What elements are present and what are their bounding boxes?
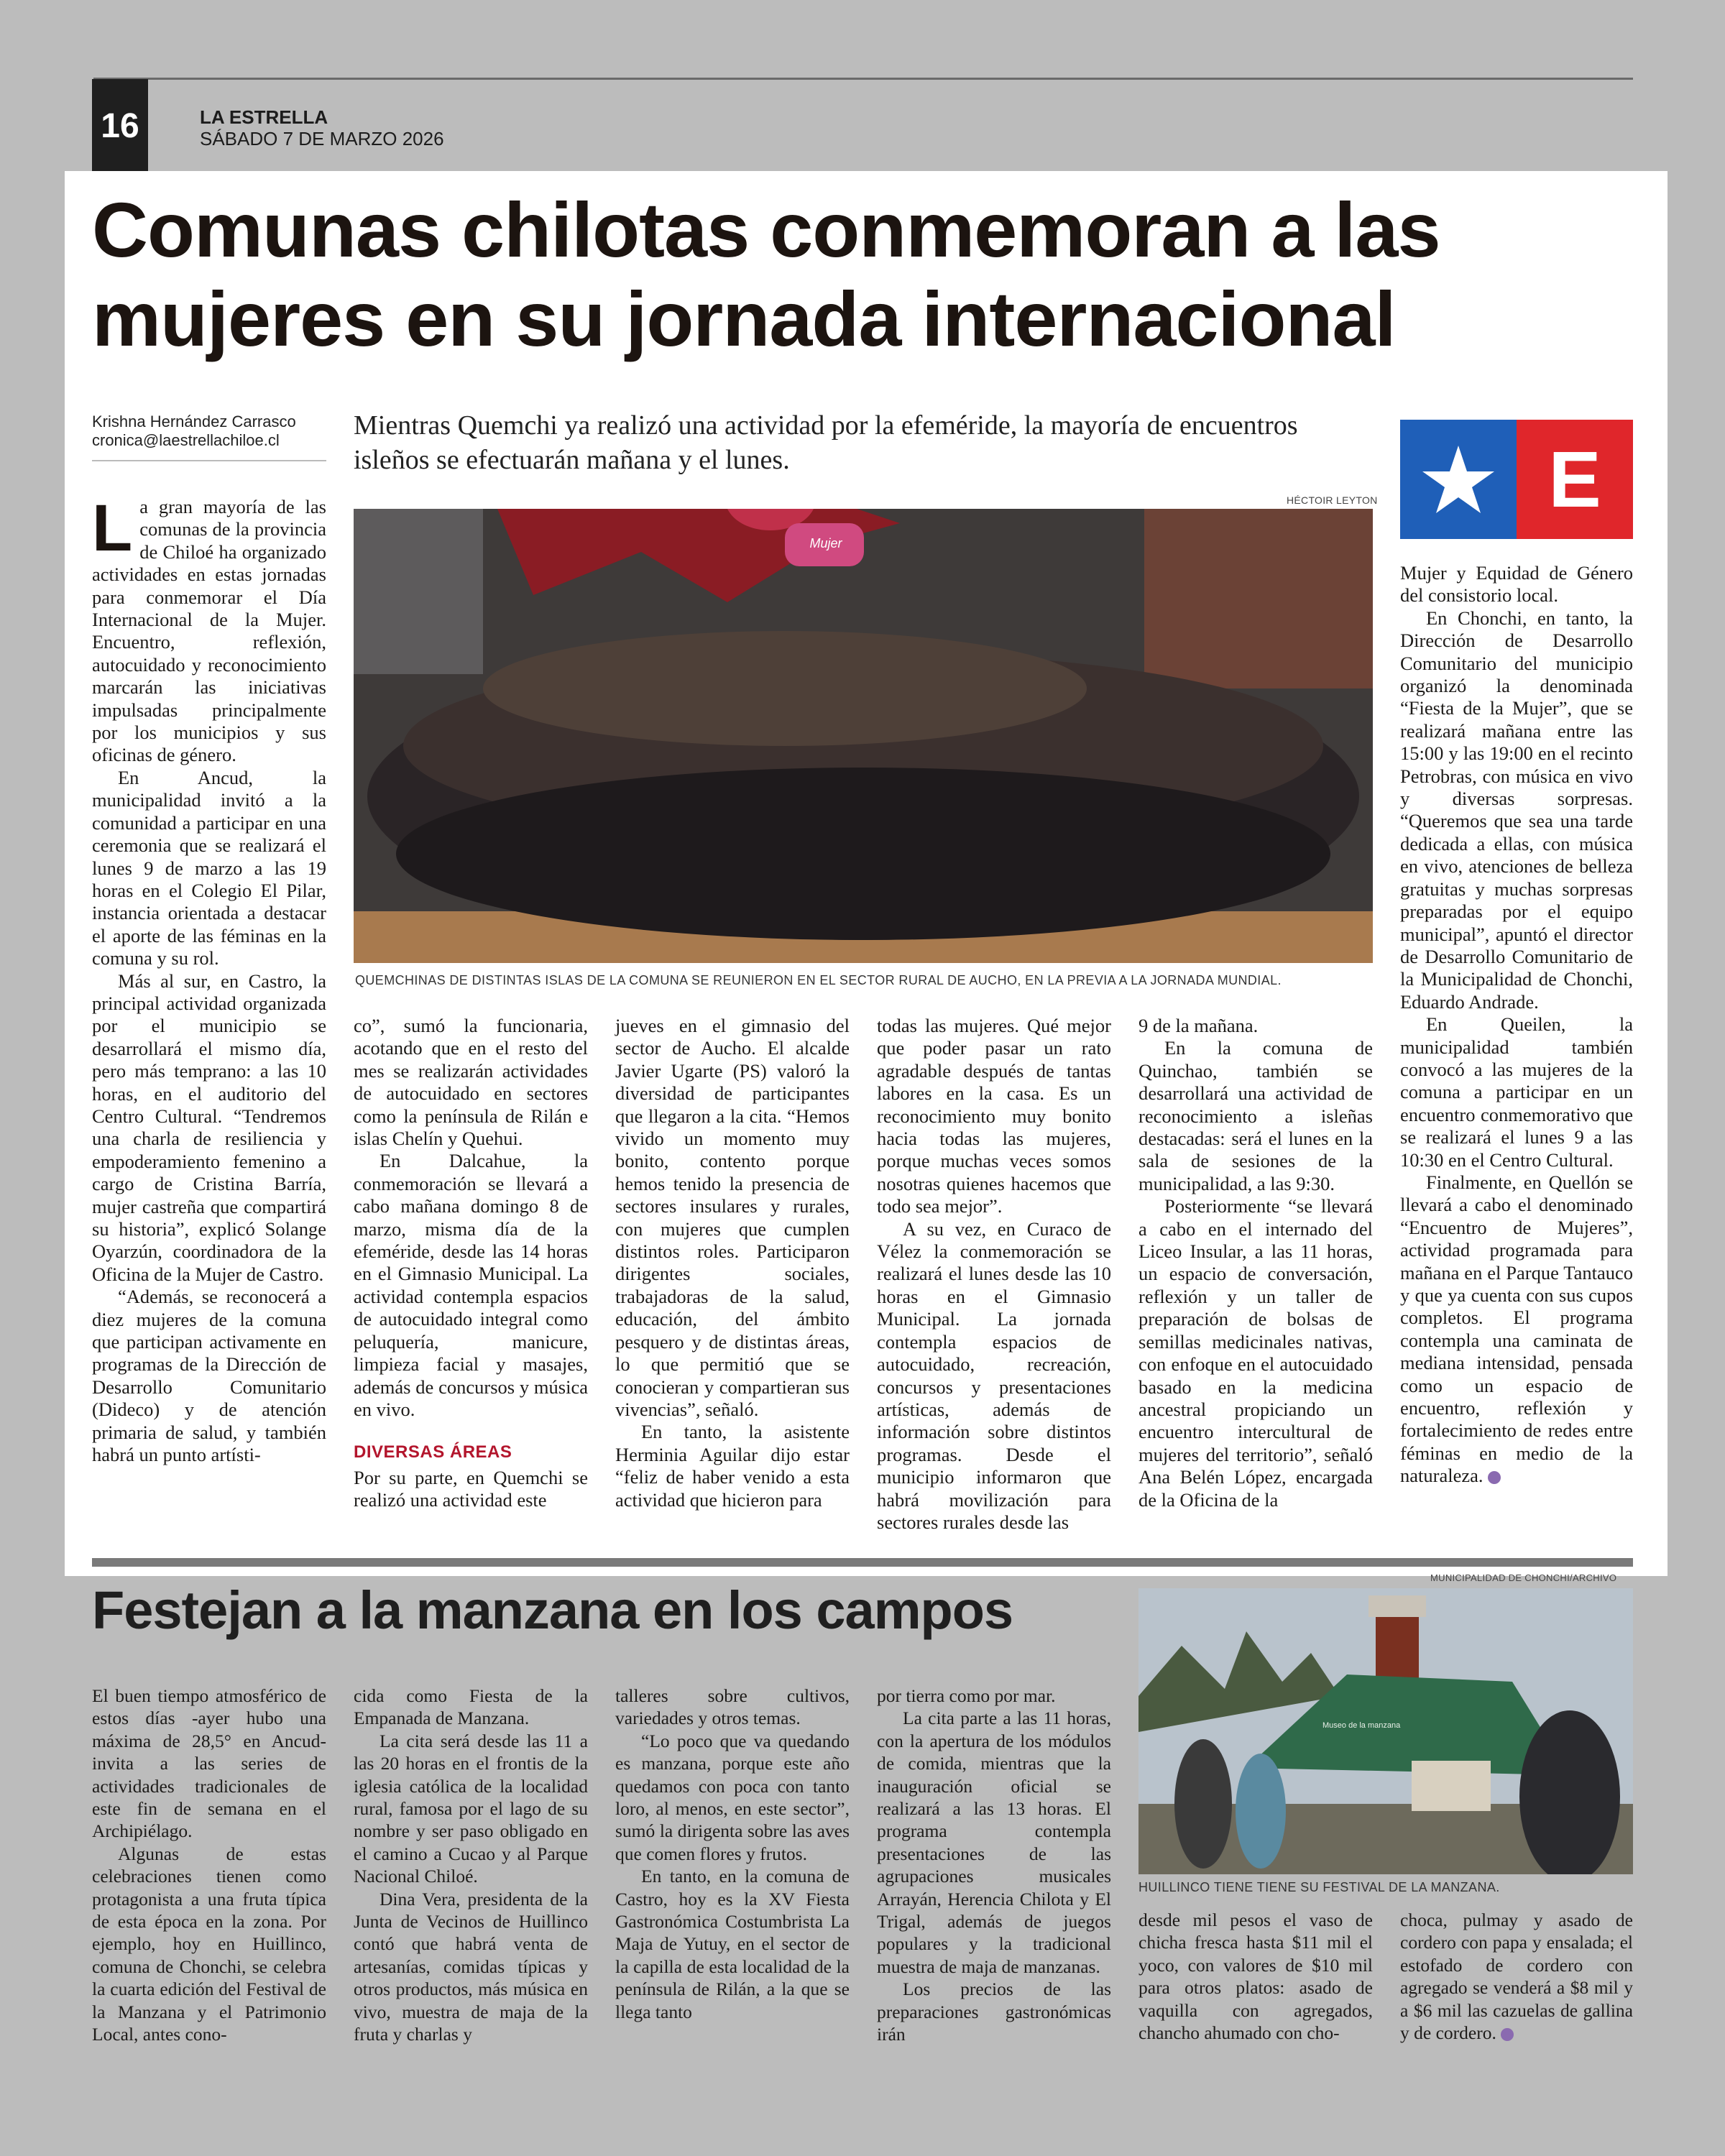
drop-cap: L	[92, 492, 133, 565]
second-headline: Festejan a la manzana en los campos	[92, 1580, 1013, 1640]
star-icon	[1400, 420, 1517, 539]
main-paragraph: “Además, se reconocerá a diez mujeres de la comuna que participan activamente en programas de la Dirección de Desarrollo Comunitario (Dideco) y de atención primaria de salud, y también habrá un punto artísti-	[92, 1286, 326, 1466]
main-column-3	[615, 1015, 850, 1511]
second-column-5	[1138, 1909, 1373, 2044]
subhead: DIVERSAS ÁREAS	[354, 1442, 512, 1462]
main-column-2	[354, 1015, 588, 1512]
second-paragraph: cida como Fiesta de la Empanada de Manzana.	[354, 1685, 588, 1729]
second-paragraph: “Lo poco que va quedando es manzana, porque este año quedamos con poca con tanto loro, al menos, en este sector”, sumó la dirigenta sobre las aves que comen flores y frutos.	[615, 1730, 850, 1864]
main-paragraph: a gran mayoría de las comunas de la provincia de Chiloé ha organizado actividades en estas jornadas para conmemorar el Día Internacional de la Mujer. Encuentro, reflexión, autocuidado y reconocimiento marcarán las iniciativas impulsadas principalmente por los municipios y sus oficinas de género.	[92, 496, 326, 766]
end-mark-icon	[1488, 1471, 1501, 1484]
second-paragraph: El buen tiempo atmosférico de estos días -ayer hubo una máxima de 28,5° en Ancud- invita a las series de actividades tradicionales de este fin de semana en el Archipiélago.	[92, 1685, 326, 1842]
main-paragraph: En la comuna de Quinchao, también se desarrollará una actividad de reconocimiento a isleñas destacadas: será el lunes en la sala de sesiones de la municipalidad, a las 9:30.	[1138, 1037, 1373, 1194]
main-paragraph: co”, sumó la funcionaria, acotando que en el resto del mes se realizarán actividades de autocuidado en sectores como la península de Rilán e islas Chelín y Quehui.	[354, 1015, 588, 1150]
top-rule	[93, 78, 1633, 80]
main-paragraph: En Queilen, la municipalidad también convocó a las mujeres de la comuna a participar en un encuentro conmemorativo que se realizará el lunes 9 a las 10:30 en el Centro Cultural.	[1400, 1013, 1633, 1171]
second-paragraph: talleres sobre cultivos, variedades y otros temas.	[615, 1685, 850, 1729]
second-paragraph: La cita será desde las 11 a las 20 horas en el frontis de la iglesia católica de la localidad rural, famosa por el lago de su nombre y ser paso obligado en el camino a Cucao y al Parque Nacional Chiloé.	[354, 1730, 588, 1887]
second-paragraph: desde mil pesos el vaso de chicha fresca hasta $11 mil el yoco, con valores de $10 mil para otros platos: asado de vaquilla con agregados, chancho ahumado con cho-	[1138, 1909, 1373, 2044]
photo-caption: QUEMCHINAS DE DISTINTAS ISLAS DE LA COMUNA SE REUNIERON EN EL SECTOR RURAL DE AUCHO, EN LA PREVIA A LA JORNADA MUNDIAL.	[355, 973, 1282, 987]
main-paragraph: Más al sur, en Castro, la principal actividad organizada por el municipio se desarrollará el mismo día, pero más temprano: a las 10 horas, en el auditorio del Centro Cultural. “Tendremos una charla de resiliencia y empoderamiento femenino a cargo de Cristina Barría, mujer castreña que compartirá su historia”, explicó Solange Oyarzún, coordinadora de la Oficina de la Mujer de Castro.	[92, 969, 326, 1285]
end-mark-icon	[1501, 2028, 1514, 2041]
second-paragraph: Los precios de las preparaciones gastronómicas irán	[877, 1978, 1111, 2045]
main-column-5	[1138, 1015, 1373, 1511]
second-photo	[1138, 1588, 1633, 1874]
main-paragraph	[1400, 1171, 1633, 1488]
second-column-6	[1400, 1909, 1633, 2044]
main-paragraph: Mujer y Equidad de Género del consistorio local.	[1400, 562, 1633, 607]
second-photo-caption: HUILLINCO TIENE TIENE SU FESTIVAL DE LA MANZANA.	[1138, 1880, 1500, 1894]
issue-date: SÁBADO 7 DE MARZO 2026	[200, 128, 444, 149]
main-paragraph: En Dalcahue, la conmemoración se llevará a cabo mañana domingo 8 de marzo, misma día de la efeméride, desde las 14 horas en el Gimnasio Municipal. La actividad contempla espacios de autocuidado integral como peluquería, manicure, limpieza facial y masajes, además de concursos y música en vivo.	[354, 1150, 588, 1420]
main-column-6	[1400, 562, 1633, 1488]
second-paragraph-text: choca, pulmay y asado de cordero con papa y ensalada; el estofado de cordero con agregado se venderá a $8 mil y a $6 mil las cazuelas de gallina y de cordero.	[1400, 1909, 1633, 2044]
second-column-4	[877, 1685, 1111, 2046]
author-name: Krishna Hernández Carrasco	[92, 413, 296, 430]
author-email: cronica@laestrellachiloe.cl	[92, 431, 280, 449]
second-paragraph: Dina Vera, presidenta de la Junta de Vecinos de Huillinco contó que habrá venta de artesanías, comidas típicas y otros productos, más música en vivo, muestra de maja de la fruta y charlas y	[354, 1888, 588, 2045]
story-deck: Mientras Quemchi ya realizó una actividad por la efeméride, la mayoría de encuentros isleños se efectuarán mañana y el lunes.	[354, 410, 1298, 475]
second-paragraph: por tierra como por mar.	[877, 1685, 1056, 1706]
second-column-2	[354, 1685, 588, 2046]
second-paragraph: La cita parte a las 11 horas, con la apertura de los módulos de comida, mientras que la inauguración oficial se realizará a las 13 horas. El programa contempla presentaciones de las agrupaciones musicales Arrayán, Herencia Chilota y El Trigal, además de juegos populares y la tradicional muestra de maja de manzanas.	[877, 1708, 1111, 1977]
second-photo-credit: MUNICIPALIDAD DE CHONCHI/ARCHIVO	[1430, 1572, 1617, 1583]
page-number: 16	[92, 79, 148, 172]
photo-credit: HÉCTOIR LEYTON	[1287, 494, 1378, 506]
main-paragraph: Posteriormente “se llevará a cabo en el internado del Liceo Insular, a las 11 horas, un espacio de conversación, reflexión y un taller de preparación de bolsas de semillas medicinales nativas, con enfoque en el autocuidado basado en la medicina ancestral propiciando un encuentro intercultural de mujeres del territorio”, señaló Ana Belén López, encargada de la Oficina de la	[1138, 1195, 1373, 1511]
main-paragraph-text: Finalmente, en Quellón se llevará a cabo el denominado “Encuentro de Mujeres”, actividad programada para mañana en el Parque Tantauco y que ya cuenta con sus cupos completos. El programa contempla una caminata de mediana intensidad, pensada como un espacio de encuentro, reflexión y fortalecimiento de redes entre féminas en medio de la naturaleza.	[1400, 1171, 1633, 1487]
second-paragraph	[1400, 1909, 1633, 2044]
logo-letter: E	[1548, 435, 1601, 524]
main-paragraph: jueves en el gimnasio del sector de Aucho. El alcalde Javier Ugarte (PS) valoró la diversidad de participantes que llegaron a la cita. “Hemos vivido un momento muy bonito, contento porque hemos tenido la presencia de sectores insulares y rurales, con mujeres que cumplen distintos roles. Participaron dirigentes sociales, trabajadoras de la salud, educación, del ámbito pesquero y de distintas áreas, lo que permitió que se conocieran y compartieran sus vivencias”, señaló.	[615, 1015, 850, 1420]
main-paragraph: Por su parte, en Quemchi se realizó una actividad este	[354, 1466, 588, 1511]
author-rule	[92, 460, 326, 461]
main-paragraph: A su vez, en Curaco de Vélez la conmemoración se realizará el lunes desde las 10 horas en el Gimnasio Municipal. La jornada contempla espacios de autocuidado, recreación, concursos y presentaciones artísticas, además de información sobre distintos programas. Desde el municipio informaron que habrá movilización para sectores rurales desde las	[877, 1217, 1111, 1533]
main-photo	[354, 509, 1373, 963]
main-paragraph: En tanto, la asistente Herminia Aguilar dijo estar “feliz de haber venido a esta actividad que hicieron para	[615, 1421, 850, 1511]
main-column-4	[877, 1015, 1111, 1534]
main-paragraph: 9 de la mañana.	[1138, 1015, 1259, 1036]
second-column-1	[92, 1685, 326, 2046]
main-headline: Comunas chilotas conmemoran a las mujeres en su jornada internacional	[92, 186, 1440, 362]
main-column-1	[92, 492, 326, 1466]
main-paragraph: todas las mujeres. Qué mejor que poder pasar un rato agradable después de tantas labores en la casa. Es un reconocimiento muy bonito hacia todas las mujeres, porque muchas veces somos nosotras quienes hacemos que todo sea mejor”.	[877, 1015, 1111, 1217]
second-photo-sign: Museo de la manzana	[1322, 1721, 1401, 1730]
second-column-3	[615, 1685, 850, 2023]
story-divider	[92, 1558, 1633, 1567]
estrella-logo	[1400, 420, 1633, 539]
main-paragraph: En Ancud, la municipalidad invitó a la comunidad a participar en una ceremonia que se realizará el lunes 9 de marzo a las 19 horas en el Colegio El Pilar, instancia orientada a destacar el aporte de las féminas en la comuna y su rol.	[92, 766, 326, 969]
paper-name: LA ESTRELLA	[200, 106, 328, 128]
photo-sign: Mujer	[809, 536, 842, 550]
second-paragraph: Algunas de estas celebraciones tienen como protagonista a una fruta típica de esta época en la zona. Por ejemplo, hoy en Huillinco, comuna de Chonchi, se celebra la cuarta edición del Festival de la Manzana y el Patrimonio Local, antes cono-	[92, 1843, 326, 2045]
main-paragraph: En Chonchi, en tanto, la Dirección de Desarrollo Comunitario del municipio organizó la denominada “Fiesta de la Mujer”, que se realizará mañana entre las 15:00 y las 19:00 en el recinto Petrobras, con música en vivo y diversas sorpresas. “Queremos que sea una tarde dedicada a ellas, con música en vivo, atenciones de belleza gratuitas y muchas sorpresas preparadas por el equipo municipal”, apuntó el director de Desarrollo Comunitario de la Municipalidad de Chonchi, Eduardo Andrade.	[1400, 607, 1633, 1013]
second-paragraph: En tanto, en la comuna de Castro, hoy es la XV Fiesta Gastronómica Costumbrista La Maja de Yutuy, en el sector de la capilla de esta localidad de la península de Rilán, a la que se llega tanto	[615, 1866, 850, 2022]
